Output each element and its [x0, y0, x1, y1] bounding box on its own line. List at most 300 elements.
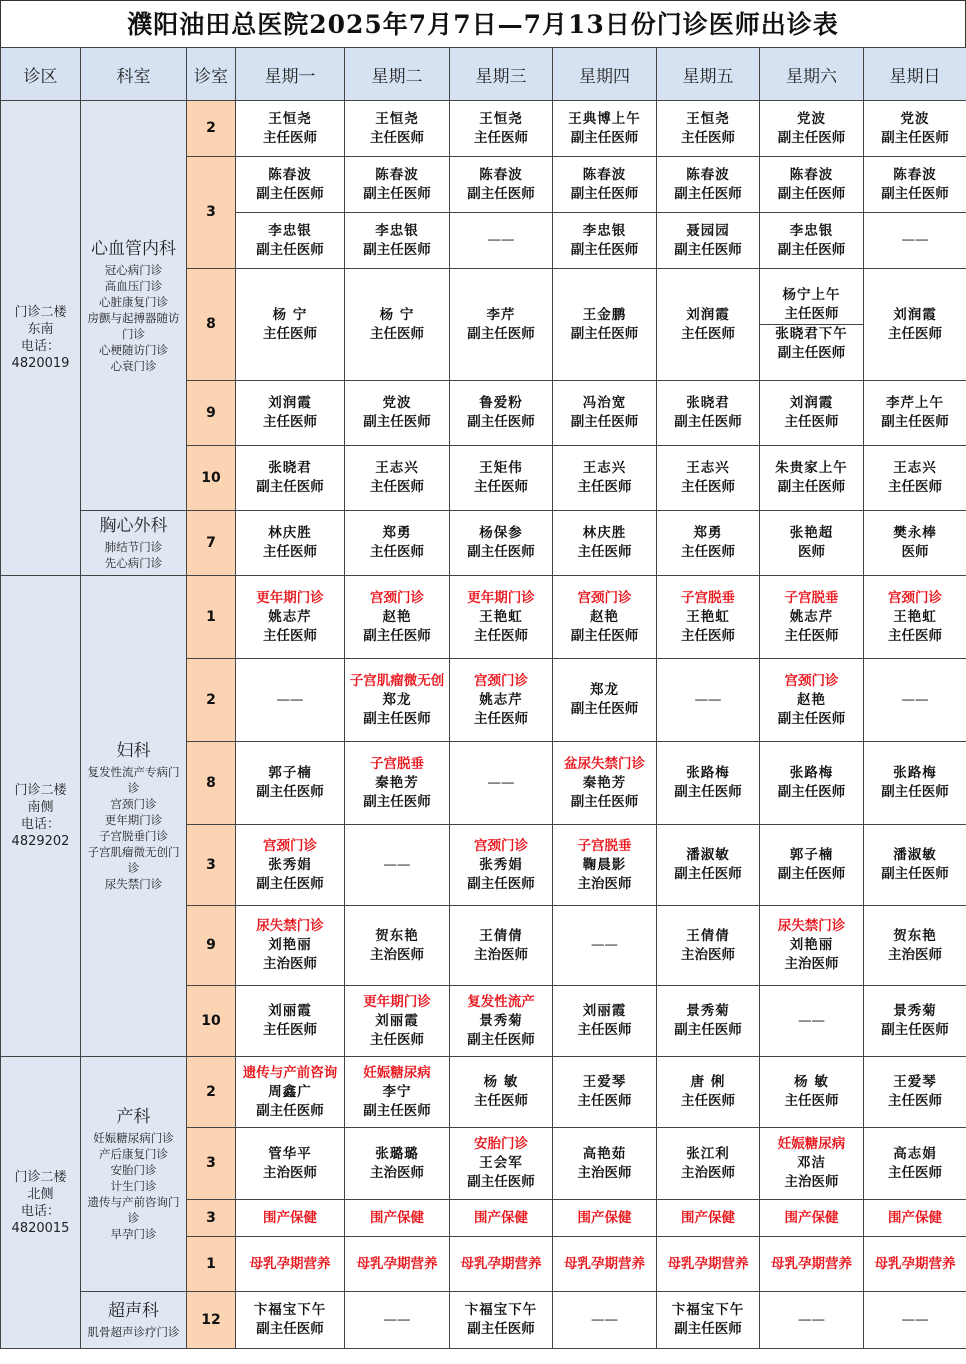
empty-dash: —— [901, 691, 929, 708]
col-header-wed: 星期三 [450, 48, 553, 101]
doctor-name: 赵艳 [590, 608, 619, 625]
doctor-name: 贺东艳 [375, 927, 419, 944]
doctor-title: 副主任医师 [674, 866, 742, 882]
empty-dash: —— [383, 1311, 411, 1328]
doctor-name: 景秀菊 [893, 1003, 937, 1019]
schedule-cell [657, 742, 760, 825]
schedule-cell [236, 101, 345, 157]
doctor-name: 王艳虹 [893, 608, 937, 625]
doctor-title: 主治医师 [577, 1164, 632, 1181]
special-clinic-label: 母乳孕期营养 [249, 1255, 331, 1272]
room-number: 3 [187, 1128, 236, 1200]
doctor-title: 副主任医师 [467, 325, 535, 342]
special-clinic-label: 子宫脱垂 [681, 589, 735, 606]
doctor-name: 郑勇 [693, 525, 723, 541]
doctor-title: 副主任医师 [570, 185, 639, 202]
doctor-title: 主任医师 [784, 414, 839, 430]
schedule-cell [864, 101, 966, 157]
schedule-cell [345, 906, 450, 986]
doctor-title: 副主任医师 [256, 875, 324, 892]
doctor-title: 主任医师 [888, 325, 942, 342]
doctor-name: 卞福宝下午 [464, 1302, 538, 1318]
doctor-name: 邓洁 [797, 1155, 826, 1171]
doctor-name: 刘艳丽 [268, 937, 312, 953]
col-header-room: 诊室 [187, 48, 236, 101]
zone-line: 北侧 [27, 1186, 54, 1202]
schedule-cell [657, 1292, 760, 1349]
doctor-title: 主任医师 [370, 1031, 424, 1048]
doctor-name: 张璐璐 [375, 1145, 419, 1162]
special-clinic-label: 子宫脱垂 [370, 755, 424, 772]
doctor-title: 副主任医师 [256, 1102, 324, 1119]
sub-clinic: 安胎门诊 [110, 1163, 157, 1177]
room-number: 2 [187, 659, 236, 742]
schedule-cell [657, 446, 760, 511]
doctor-name: 杨 敏 [483, 1074, 519, 1090]
doctor-title: 副主任医师 [777, 241, 846, 258]
schedule-cell [864, 986, 966, 1057]
doctor-title: 副主任医师 [467, 1031, 535, 1048]
schedule-cell [450, 986, 553, 1057]
doctor-title: 副主任医师 [777, 129, 846, 146]
doctor-name: 刘丽霞 [582, 1003, 627, 1019]
doctor-title: 主任医师 [681, 325, 735, 342]
doctor-name: 刘润霞 [789, 395, 834, 411]
department-name: 胸心外科 [99, 516, 168, 536]
doctor-title: 副主任医师 [777, 345, 846, 361]
empty-dash: —— [276, 691, 304, 708]
schedule-cell [450, 1237, 553, 1292]
schedule-cell [864, 511, 966, 576]
doctor-title: 主任医师 [263, 627, 317, 644]
schedule-cell [553, 825, 657, 906]
room-number: 3 [187, 157, 236, 269]
doctor-title: 主任医师 [263, 1022, 317, 1038]
schedule-cell [657, 1057, 760, 1128]
doctor-title: 副主任医师 [674, 241, 742, 258]
doctor-name: 王恒尧 [686, 110, 730, 127]
doctor-title: 主任医师 [577, 1022, 632, 1038]
schedule-cell [760, 1200, 864, 1237]
doctor-title: 副主任医师 [467, 1321, 535, 1337]
doctor-name: 卞福宝下午 [253, 1302, 327, 1318]
doctor-name: 林庆胜 [582, 525, 627, 541]
doctor-title: 副主任医师 [777, 479, 846, 495]
schedule-cell [450, 381, 553, 446]
schedule-cell [864, 381, 966, 446]
doctor-title: 副主任医师 [570, 627, 639, 644]
col-header-mon: 星期一 [236, 48, 345, 101]
doctor-name: 党波 [900, 110, 930, 127]
schedule-cell [236, 742, 345, 825]
doctor-name: 王典博上午 [568, 110, 641, 127]
special-clinic-label: 尿失禁门诊 [256, 918, 324, 934]
doctor-title: 主任医师 [888, 627, 942, 644]
zone-line: 4820015 [11, 1220, 70, 1236]
doctor-title: 副主任医师 [674, 1022, 742, 1038]
schedule-cell [864, 906, 966, 986]
schedule-cell [760, 1292, 864, 1349]
schedule-cell [236, 511, 345, 576]
schedule-cell [345, 381, 450, 446]
doctor-name: 张秀娟 [268, 856, 312, 873]
special-clinic-label: 尿失禁门诊 [777, 918, 846, 934]
schedule-cell [553, 576, 657, 659]
schedule-cell [657, 157, 760, 213]
schedule-cell [553, 1200, 657, 1237]
doctor-title: 副主任医师 [467, 185, 535, 202]
doctor-name: 李忠银 [268, 222, 312, 239]
doctor-title: 副主任医师 [467, 544, 535, 560]
schedule-cell [760, 101, 864, 157]
schedule-cell [864, 1057, 966, 1128]
sub-clinic: 心衰门诊 [110, 358, 157, 373]
special-clinic-label: 子宫脱垂 [784, 589, 839, 606]
doctor-title: 主任医师 [681, 1093, 735, 1109]
split-cell [760, 286, 863, 363]
doctor-title: 医师 [901, 544, 929, 560]
doctor-name: 唐 俐 [690, 1074, 726, 1090]
schedule-cell [864, 1292, 966, 1349]
schedule-cell [657, 213, 760, 269]
zone-line: 南侧 [27, 800, 54, 815]
doctor-title: 主任医师 [474, 479, 528, 495]
schedule-cell [553, 742, 657, 825]
doctor-name: 刘丽霞 [268, 1003, 312, 1019]
sub-clinic: 高血压门诊 [104, 278, 163, 293]
doctor-name: 张江利 [686, 1145, 730, 1162]
doctor-name: 郭子楠 [789, 847, 834, 863]
special-clinic-label: 复发性流产 [467, 993, 535, 1010]
zone-line: 东南 [27, 322, 54, 337]
doctor-name: 高志娟 [893, 1145, 937, 1162]
doctor-name: 秦艳芳 [582, 774, 627, 791]
doctor-name: 杨 敏 [794, 1074, 829, 1090]
doctor-name: 王倩倩 [686, 927, 730, 944]
schedule-cell [657, 269, 760, 381]
room-number: 9 [187, 381, 236, 446]
doctor-name: 王倩倩 [479, 927, 523, 944]
schedule-cell [450, 511, 553, 576]
schedule-cell [657, 659, 760, 742]
schedule-cell [864, 157, 966, 213]
doctor-name: 周鑫广 [268, 1083, 312, 1100]
doctor-name: 张晓君下午 [775, 326, 848, 342]
doctor-title: 副主任医师 [777, 710, 846, 727]
schedule-cell [345, 213, 450, 269]
schedule-cell [553, 1292, 657, 1349]
schedule-cell [236, 381, 345, 446]
doctor-title: 主任医师 [681, 627, 735, 644]
doctor-name: 贺东艳 [893, 927, 937, 944]
doctor-name: 张路梅 [893, 765, 937, 781]
special-clinic-label: 更年期门诊 [256, 589, 324, 606]
schedule-cell [553, 1057, 657, 1128]
special-clinic-label: 围产保健 [474, 1209, 528, 1226]
empty-dash: —— [901, 1311, 929, 1328]
doctor-title: 主任医师 [263, 129, 317, 146]
doctor-name: 姚志芹 [789, 608, 834, 625]
doctor-title: 主治医师 [888, 946, 942, 963]
schedule-cell [760, 1128, 864, 1200]
doctor-title: 副主任医师 [570, 325, 639, 342]
schedule-cell [553, 157, 657, 213]
schedule-cell [345, 1237, 450, 1292]
schedule-cell [553, 101, 657, 157]
schedule-row [1, 576, 966, 659]
schedule-cell [760, 213, 864, 269]
schedule-cell [450, 659, 553, 742]
special-clinic-label: 母乳孕期营养 [356, 1255, 438, 1272]
special-clinic-label: 母乳孕期营养 [874, 1255, 956, 1272]
schedule-cell [657, 986, 760, 1057]
doctor-name: 朱贵家上午 [775, 460, 848, 476]
doctor-name: 王志兴 [893, 460, 937, 476]
schedule-cell [657, 1237, 760, 1292]
schedule-cell [450, 742, 553, 825]
doctor-title: 主任医师 [577, 1093, 632, 1109]
doctor-name: 李忠银 [789, 222, 834, 239]
schedule-cell [236, 213, 345, 269]
doctor-title: 副主任医师 [570, 414, 639, 430]
schedule-cell [864, 446, 966, 511]
doctor-title: 副主任医师 [363, 710, 431, 727]
doctor-title: 主治医师 [263, 1164, 317, 1181]
schedule-cell [345, 1200, 450, 1237]
sub-clinic: 早孕门诊 [110, 1227, 157, 1241]
special-clinic-label: 母乳孕期营养 [771, 1255, 852, 1272]
doctor-name: 陈春波 [375, 166, 419, 183]
doctor-title: 副主任医师 [674, 414, 742, 430]
schedule-cell [345, 1292, 450, 1349]
doctor-title: 主任医师 [888, 1164, 942, 1181]
special-clinic-label: 安胎门诊 [474, 1136, 528, 1152]
room-number: 3 [187, 1200, 236, 1237]
room-number: 2 [187, 101, 236, 157]
special-clinic-label: 宫颈门诊 [577, 589, 632, 606]
schedule-cell [760, 1237, 864, 1292]
doctor-title: 主任医师 [370, 129, 424, 146]
doctor-name: 樊永棒 [893, 525, 937, 541]
schedule-cell [450, 157, 553, 213]
schedule-cell [345, 986, 450, 1057]
doctor-title: 主任医师 [888, 479, 942, 495]
special-clinic-label: 宫颈门诊 [474, 672, 528, 689]
empty-dash: —— [901, 232, 929, 248]
zone-line: 4820019 [11, 356, 70, 371]
doctor-title: 主任医师 [370, 325, 424, 342]
doctor-name: 聂园园 [686, 222, 730, 239]
doctor-name: 杨宁上午 [782, 287, 841, 303]
doctor-title: 主任医师 [263, 544, 317, 560]
doctor-name: 张路梅 [789, 765, 834, 781]
special-clinic-label: 围产保健 [370, 1209, 424, 1226]
special-clinic-label: 更年期门诊 [363, 993, 431, 1010]
room-number: 1 [187, 576, 236, 659]
doctor-title: 副主任医师 [777, 185, 846, 202]
sub-clinic: 子宫肌瘤微无创门诊 [87, 845, 180, 875]
doctor-name: 张秀娟 [479, 856, 523, 873]
sub-clinic: 肌骨超声诊疗门诊 [87, 1325, 180, 1339]
doctor-title: 主治医师 [784, 956, 839, 972]
zone-line: 电话： [20, 1203, 60, 1219]
schedule-cell [345, 269, 450, 381]
doctor-name: 林庆胜 [268, 525, 312, 541]
schedule-table [0, 47, 966, 1349]
department-cell [81, 1292, 187, 1349]
room-number: 7 [187, 511, 236, 576]
doctor-title: 副主任医师 [363, 185, 431, 202]
empty-dash: —— [591, 1311, 618, 1328]
schedule-row [1, 101, 966, 157]
doctor-name: 王志兴 [582, 460, 627, 476]
doctor-name: 管华平 [268, 1145, 312, 1162]
doctor-name: 王志兴 [686, 460, 730, 476]
special-clinic-label: 宫颈门诊 [474, 837, 528, 854]
special-clinic-label: 宫颈门诊 [370, 589, 424, 606]
doctor-title: 主任医师 [784, 306, 839, 322]
schedule-cell [553, 986, 657, 1057]
doctor-title: 主任医师 [474, 710, 528, 727]
special-clinic-label: 围产保健 [784, 1209, 839, 1226]
doctor-title: 副主任医师 [363, 414, 431, 430]
schedule-cell [345, 742, 450, 825]
sub-clinic: 肺结节门诊 [104, 540, 163, 554]
doctor-title: 主任医师 [263, 325, 317, 342]
zone-line: 电话： [20, 339, 60, 354]
doctor-name: 杨 宁 [379, 306, 415, 323]
special-clinic-label: 宫颈门诊 [784, 672, 839, 689]
doctor-name: 王爱琴 [893, 1074, 937, 1090]
zone-cell [1, 576, 81, 1057]
doctor-title: 副主任医师 [256, 479, 324, 495]
schedule-cell [760, 825, 864, 906]
doctor-name: 郑龙 [590, 682, 619, 698]
doctor-name: 秦艳芳 [375, 774, 419, 791]
doctor-title: 副主任医师 [881, 1022, 949, 1038]
schedule-cell [657, 511, 760, 576]
special-clinic-label: 遗传与产前咨询 [242, 1064, 338, 1081]
col-header-sun: 星期日 [864, 48, 966, 101]
schedule-cell [553, 511, 657, 576]
schedule-cell [450, 1057, 553, 1128]
department-cell [81, 511, 187, 576]
zone-line: 4829202 [11, 834, 70, 849]
doctor-name: 李芹 [486, 306, 516, 323]
doctor-title: 副主任医师 [363, 793, 431, 810]
doctor-name: 高艳茹 [582, 1145, 627, 1162]
doctor-title: 副主任医师 [570, 793, 639, 810]
special-clinic-label: 宫颈门诊 [888, 589, 942, 606]
schedule-cell [864, 576, 966, 659]
schedule-row [1, 1292, 966, 1349]
room-number: 1 [187, 1237, 236, 1292]
half-slot [760, 286, 863, 324]
doctor-title: 副主任医师 [363, 241, 431, 258]
schedule-cell [450, 825, 553, 906]
empty-dash: —— [487, 774, 515, 791]
schedule-cell [864, 1128, 966, 1200]
doctor-title: 主治医师 [681, 1164, 735, 1181]
schedule-cell [553, 1128, 657, 1200]
schedule-cell [345, 157, 450, 213]
doctor-title: 副主任医师 [467, 1174, 535, 1190]
doctor-name: 张路梅 [686, 765, 730, 781]
schedule-cell [657, 906, 760, 986]
doctor-name: 王会军 [479, 1155, 523, 1171]
doctor-name: 王爱琴 [582, 1074, 627, 1090]
col-header-zone: 诊区 [1, 48, 81, 101]
doctor-title: 主任医师 [577, 479, 632, 495]
room-number: 10 [187, 446, 236, 511]
schedule-cell [236, 986, 345, 1057]
schedule-cell [450, 906, 553, 986]
doctor-name: 陈春波 [268, 166, 312, 183]
schedule-cell [864, 742, 966, 825]
special-clinic-label: 子宫肌瘤微无创 [349, 672, 445, 689]
doctor-title: 副主任医师 [256, 185, 324, 202]
doctor-title: 副主任医师 [256, 784, 324, 800]
doctor-title: 副主任医师 [674, 185, 742, 202]
header-row [1, 48, 966, 101]
schedule-cell [760, 986, 864, 1057]
schedule-cell [450, 213, 553, 269]
room-number: 8 [187, 269, 236, 381]
empty-dash: —— [487, 232, 515, 248]
schedule-cell [760, 906, 864, 986]
schedule-cell [236, 1292, 345, 1349]
schedule-cell [553, 213, 657, 269]
empty-dash: —— [798, 1012, 825, 1029]
department-cell [81, 576, 187, 1057]
doctor-title: 主任医师 [681, 479, 735, 495]
schedule-cell [864, 1237, 966, 1292]
schedule-cell [760, 1057, 864, 1128]
sub-clinic: 冠心病门诊 [104, 262, 163, 277]
doctor-title: 主任医师 [784, 1093, 839, 1109]
schedule-cell [760, 381, 864, 446]
room-number: 9 [187, 906, 236, 986]
schedule-cell [760, 269, 864, 381]
doctor-title: 副主任医师 [570, 129, 639, 146]
doctor-title: 主治医师 [370, 946, 424, 963]
doctor-name: 郑勇 [382, 525, 412, 541]
schedule-cell [864, 1200, 966, 1237]
doctor-name: 刘润霞 [686, 306, 730, 323]
sub-clinic: 宫颈门诊 [110, 797, 157, 811]
room-number: 8 [187, 742, 236, 825]
schedule-cell [657, 101, 760, 157]
schedule-cell [760, 742, 864, 825]
doctor-name: 刘润霞 [268, 395, 312, 411]
doctor-title: 主治医师 [681, 946, 735, 963]
doctor-title: 副主任医师 [881, 414, 949, 430]
schedule-cell [864, 825, 966, 906]
room-number: 12 [187, 1292, 236, 1349]
doctor-title: 副主任医师 [467, 414, 535, 430]
doctor-title: 副主任医师 [363, 627, 431, 644]
schedule-row [1, 511, 966, 576]
schedule-cell [345, 101, 450, 157]
col-header-sat: 星期六 [760, 48, 864, 101]
sub-clinic: 子宫脱垂门诊 [99, 829, 168, 843]
doctor-name: 卞福宝下午 [671, 1302, 745, 1318]
department-cell [81, 1057, 187, 1292]
doctor-title: 副主任医师 [256, 1321, 324, 1337]
doctor-title: 主任医师 [681, 544, 735, 560]
doctor-title: 主任医师 [474, 1093, 528, 1109]
schedule-cell [450, 101, 553, 157]
